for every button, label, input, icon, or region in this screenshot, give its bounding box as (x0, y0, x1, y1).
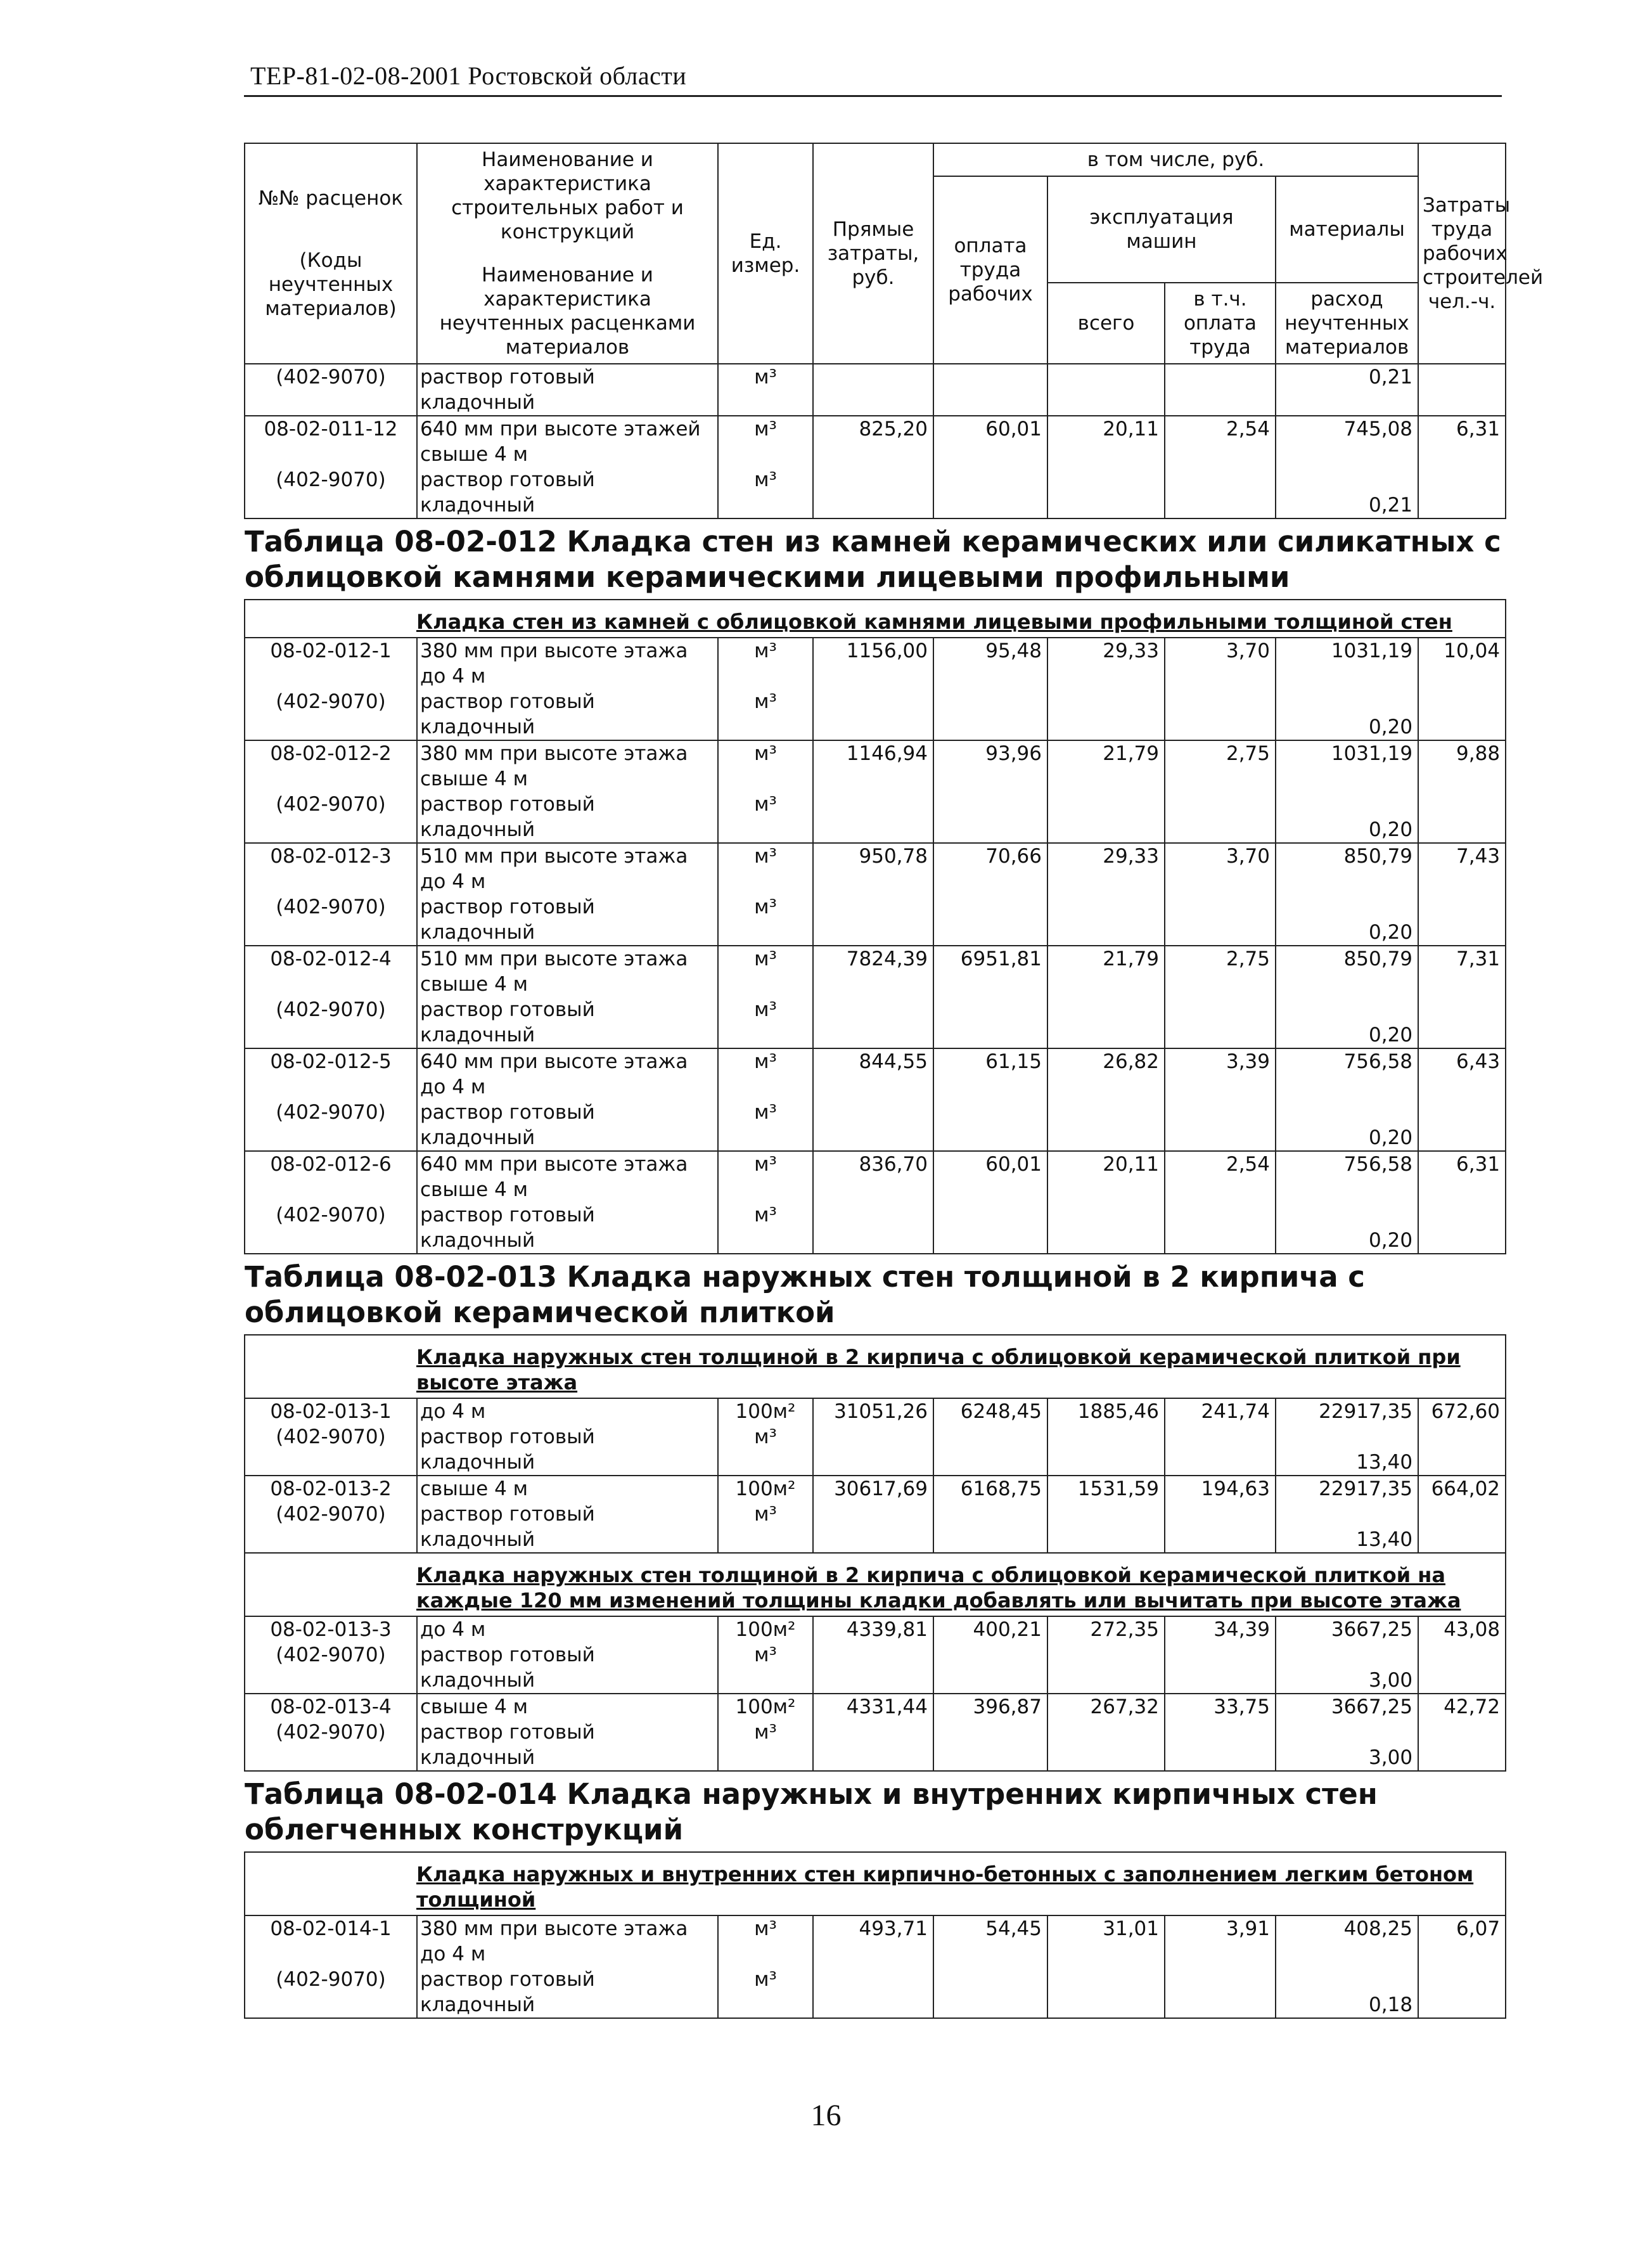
materials-cost: 3,00 (1276, 1720, 1418, 1771)
materials-cost: 0,20 (1276, 1202, 1418, 1254)
unit-cell: м³ (718, 843, 813, 894)
rate-code: (402-9070) (245, 467, 417, 518)
table-row (245, 1398, 1506, 1424)
table-title-row (245, 518, 1506, 600)
table-row (245, 1048, 1506, 1100)
machines-total: 20,11 (1047, 1151, 1165, 1202)
work-name: 640 мм при высоте этажа до 4 м (417, 1048, 718, 1100)
machines-wages: 2,54 (1165, 1151, 1276, 1202)
machines-total (1047, 894, 1165, 946)
unit-cell: м³ (718, 1967, 813, 2018)
machines-wages: 3,39 (1165, 1048, 1276, 1100)
worker-wages (933, 1642, 1047, 1694)
worker-wages (933, 894, 1047, 946)
direct-cost (813, 1642, 933, 1694)
col-header-machines-wages: в т.ч. оплата труда (1165, 283, 1276, 364)
direct-cost (813, 1967, 933, 2018)
rate-code: (402-9070) (245, 364, 417, 416)
col-header-code-bottom: (Коды неучтенных материалов) (265, 249, 397, 320)
machines-total (1047, 1100, 1165, 1151)
rate-code: (402-9070) (245, 1502, 417, 1553)
worker-wages: 61,15 (933, 1048, 1047, 1100)
labor-hours: 6,07 (1418, 1915, 1506, 1967)
material-row (245, 894, 1506, 946)
work-name: 510 мм при высоте этажа свыше 4 м (417, 946, 718, 997)
table-row (245, 1915, 1506, 1967)
material-row (245, 1202, 1506, 1254)
materials-cost: 3667,25 (1276, 1616, 1418, 1642)
labor-hours (1418, 1424, 1506, 1476)
machines-total (1047, 1642, 1165, 1694)
material-row (245, 1720, 1506, 1771)
machines-total: 29,33 (1047, 638, 1165, 689)
materials-cost: 22917,35 (1276, 1398, 1418, 1424)
header-rule (244, 95, 1502, 97)
col-header-name (417, 143, 718, 364)
materials-cost: 0,21 (1276, 467, 1418, 518)
machines-wages: 2,75 (1165, 740, 1276, 792)
section-subtitle: Кладка наружных стен толщиной в 2 кирпича с облицовкой керамической плиткой при высоте этажа (416, 1345, 1461, 1394)
unit-cell: м³ (718, 1424, 813, 1476)
work-name: раствор готовый кладочный (417, 894, 718, 946)
rates-table (244, 143, 1544, 2019)
work-name: 380 мм при высоте этажа свыше 4 м (417, 740, 718, 792)
labor-hours (1418, 1202, 1506, 1254)
labor-hours (1418, 792, 1506, 843)
col-header-direct: Прямые затраты, руб. (813, 143, 933, 364)
machines-total: 267,32 (1047, 1694, 1165, 1720)
worker-wages (933, 1202, 1047, 1254)
worker-wages (933, 467, 1047, 518)
unit-cell: 100м² (718, 1616, 813, 1642)
unit-cell: м³ (718, 689, 813, 740)
direct-cost (813, 997, 933, 1048)
unit-cell: 100м² (718, 1476, 813, 1502)
table-row (245, 843, 1506, 894)
col-header-incl: в том числе, руб. (933, 143, 1418, 176)
materials-cost: 745,08 (1276, 416, 1418, 467)
work-name: раствор готовый кладочный (417, 689, 718, 740)
work-name: свыше 4 м (417, 1476, 718, 1502)
worker-wages: 54,45 (933, 1915, 1047, 1967)
labor-hours (1418, 689, 1506, 740)
col-header-name-bottom: Наименование и характеристика неучтенных расценками материалов (439, 264, 696, 359)
table-row (245, 1476, 1506, 1502)
rate-code: (402-9070) (245, 689, 417, 740)
rate-code: 08-02-012-6 (245, 1151, 417, 1202)
labor-hours (1418, 1720, 1506, 1771)
unit-cell: м³ (718, 467, 813, 518)
table-header (245, 143, 1544, 364)
work-name: раствор готовый кладочный (417, 1202, 718, 1254)
machines-total (1047, 1424, 1165, 1476)
materials-cost: 3,00 (1276, 1642, 1418, 1694)
labor-hours: 10,04 (1418, 638, 1506, 689)
worker-wages (933, 1502, 1047, 1553)
rate-code: (402-9070) (245, 1967, 417, 2018)
materials-cost: 0,20 (1276, 894, 1418, 946)
col-header-materials: материалы (1276, 176, 1418, 283)
direct-cost: 825,20 (813, 416, 933, 467)
machines-wages (1165, 1202, 1276, 1254)
materials-cost: 850,79 (1276, 946, 1418, 997)
machines-wages: 34,39 (1165, 1616, 1276, 1642)
col-header-labor: Затраты труда рабочих строителей чел.-ч. (1418, 143, 1506, 364)
materials-cost: 22917,35 (1276, 1476, 1418, 1502)
work-name: 380 мм при высоте этажа до 4 м (417, 1915, 718, 1967)
materials-cost: 13,40 (1276, 1424, 1418, 1476)
worker-wages: 95,48 (933, 638, 1047, 689)
direct-cost (813, 894, 933, 946)
machines-wages (1165, 689, 1276, 740)
machines-wages (1165, 1720, 1276, 1771)
machines-total: 1885,46 (1047, 1398, 1165, 1424)
unit-cell: м³ (718, 1502, 813, 1553)
worker-wages (933, 689, 1047, 740)
unit-cell: м³ (718, 638, 813, 689)
machines-total: 1531,59 (1047, 1476, 1165, 1502)
section-subtitle-cell (245, 600, 1506, 638)
direct-cost (813, 1202, 933, 1254)
worker-wages (933, 1424, 1047, 1476)
work-name: свыше 4 м (417, 1694, 718, 1720)
rate-code: 08-02-014-1 (245, 1915, 417, 1967)
work-name: раствор готовый кладочный (417, 1100, 718, 1151)
rate-code: (402-9070) (245, 894, 417, 946)
section-subtitle: Кладка стен из камней с облицовкой камнями лицевыми профильными толщиной стен (416, 610, 1452, 634)
worker-wages: 60,01 (933, 416, 1047, 467)
materials-cost: 408,25 (1276, 1915, 1418, 1967)
work-name: раствор готовый кладочный (417, 1424, 718, 1476)
direct-cost (813, 1720, 933, 1771)
table-title-row (245, 1254, 1506, 1335)
machines-wages (1165, 1100, 1276, 1151)
machines-wages (1165, 467, 1276, 518)
unit-cell: м³ (718, 894, 813, 946)
direct-cost (813, 792, 933, 843)
machines-wages: 3,70 (1165, 638, 1276, 689)
section-subtitle-row (245, 1852, 1506, 1915)
machines-total: 26,82 (1047, 1048, 1165, 1100)
rate-code: 08-02-013-2 (245, 1476, 417, 1502)
material-row (245, 997, 1506, 1048)
table-title: Таблица 08-02-012 Кладка стен из камней керамических или силикатных с облицовкой камнями керамическими лицевыми профильными (245, 518, 1506, 600)
direct-cost (813, 364, 933, 416)
direct-cost (813, 689, 933, 740)
materials-cost: 850,79 (1276, 843, 1418, 894)
materials-cost: 0,20 (1276, 792, 1418, 843)
direct-cost: 1156,00 (813, 638, 933, 689)
labor-hours: 7,31 (1418, 946, 1506, 997)
work-name: раствор готовый кладочный (417, 1502, 718, 1553)
rate-code: (402-9070) (245, 792, 417, 843)
labor-hours (1418, 1100, 1506, 1151)
material-row (245, 792, 1506, 843)
table-row (245, 638, 1506, 689)
unit-cell: м³ (718, 1720, 813, 1771)
col-header-materials-sub: расход неучтенных материалов (1276, 283, 1418, 364)
machines-wages: 3,70 (1165, 843, 1276, 894)
direct-cost (813, 467, 933, 518)
materials-cost: 0,18 (1276, 1967, 1418, 2018)
rate-code: (402-9070) (245, 1202, 417, 1254)
rate-code: 08-02-013-1 (245, 1398, 417, 1424)
direct-cost: 4339,81 (813, 1616, 933, 1642)
direct-cost (813, 1502, 933, 1553)
machines-wages (1165, 364, 1276, 416)
col-header-wages: оплата труда рабочих (933, 176, 1047, 364)
rates-sheet (244, 143, 1544, 2019)
worker-wages: 400,21 (933, 1616, 1047, 1642)
section-subtitle: Кладка наружных и внутренних стен кирпично-бетонных с заполнением легким бетоном толщиной (416, 1862, 1474, 1912)
labor-hours: 7,43 (1418, 843, 1506, 894)
material-row (245, 1642, 1506, 1694)
table-title: Таблица 08-02-014 Кладка наружных и внутренних кирпичных стен облегченных конструкций (245, 1771, 1506, 1852)
work-name: до 4 м (417, 1398, 718, 1424)
labor-hours: 6,43 (1418, 1048, 1506, 1100)
machines-total: 21,79 (1047, 740, 1165, 792)
machines-total (1047, 1202, 1165, 1254)
rate-code: (402-9070) (245, 1100, 417, 1151)
rate-code: 08-02-013-4 (245, 1694, 417, 1720)
unit-cell: м³ (718, 1915, 813, 1967)
worker-wages: 6951,81 (933, 946, 1047, 997)
materials-cost: 756,58 (1276, 1048, 1418, 1100)
worker-wages (933, 364, 1047, 416)
machines-wages (1165, 1642, 1276, 1694)
machines-total: 29,33 (1047, 843, 1165, 894)
machines-wages: 194,63 (1165, 1476, 1276, 1502)
page-number: 16 (810, 2099, 842, 2132)
table-row (245, 946, 1506, 997)
col-header-machines: эксплуатация машин (1047, 176, 1276, 283)
section-subtitle-row (245, 1553, 1506, 1616)
labor-hours (1418, 467, 1506, 518)
col-header-machines-total: всего (1047, 283, 1165, 364)
materials-cost: 1031,19 (1276, 740, 1418, 792)
work-name: 510 мм при высоте этажа до 4 м (417, 843, 718, 894)
table-row (245, 1694, 1506, 1720)
direct-cost: 1146,94 (813, 740, 933, 792)
materials-cost: 1031,19 (1276, 638, 1418, 689)
table-row (245, 416, 1506, 467)
col-header-name-top: Наименование и характеристика строительных работ и конструкций (451, 148, 684, 243)
machines-total: 272,35 (1047, 1616, 1165, 1642)
rate-code: 08-02-011-12 (245, 416, 417, 467)
machines-total (1047, 997, 1165, 1048)
table-title-row (245, 1771, 1506, 1852)
material-row (245, 1502, 1506, 1553)
table-title: Таблица 08-02-013 Кладка наружных стен толщиной в 2 кирпича с облицовкой керамической плиткой (245, 1254, 1506, 1335)
direct-cost: 844,55 (813, 1048, 933, 1100)
table-row (245, 1151, 1506, 1202)
direct-cost: 7824,39 (813, 946, 933, 997)
labor-hours (1418, 894, 1506, 946)
work-name: раствор готовый кладочный (417, 1967, 718, 2018)
materials-cost: 0,20 (1276, 689, 1418, 740)
rate-code: (402-9070) (245, 1424, 417, 1476)
worker-wages: 6168,75 (933, 1476, 1047, 1502)
unit-cell: м³ (718, 416, 813, 467)
section-subtitle-cell (245, 1553, 1506, 1616)
table-row (245, 740, 1506, 792)
machines-total (1047, 1502, 1165, 1553)
materials-cost: 0,20 (1276, 1100, 1418, 1151)
table-row (245, 364, 1506, 416)
labor-hours: 672,60 (1418, 1398, 1506, 1424)
rate-code: 08-02-012-4 (245, 946, 417, 997)
machines-total (1047, 1720, 1165, 1771)
work-name: раствор готовый кладочный (417, 364, 718, 416)
labor-hours: 42,72 (1418, 1694, 1506, 1720)
work-name: 380 мм при высоте этажа до 4 м (417, 638, 718, 689)
work-name: 640 мм при высоте этажа свыше 4 м (417, 1151, 718, 1202)
rate-code: (402-9070) (245, 997, 417, 1048)
direct-cost (813, 1100, 933, 1151)
machines-wages: 3,91 (1165, 1915, 1276, 1967)
unit-cell: м³ (718, 1048, 813, 1100)
section-subtitle-cell (245, 1335, 1506, 1398)
running-head: ТЕР-81-02-08-2001 Ростовской области (250, 61, 687, 90)
worker-wages (933, 997, 1047, 1048)
section-subtitle: Кладка наружных стен толщиной в 2 кирпича с облицовкой керамической плиткой на каждые 120 мм изменений толщины кладки добавлять или вычитать при высоте этажа (416, 1563, 1461, 1612)
worker-wages: 70,66 (933, 843, 1047, 894)
labor-hours: 664,02 (1418, 1476, 1506, 1502)
unit-cell: м³ (718, 740, 813, 792)
worker-wages (933, 792, 1047, 843)
rate-code: 08-02-012-1 (245, 638, 417, 689)
worker-wages: 60,01 (933, 1151, 1047, 1202)
machines-wages (1165, 792, 1276, 843)
col-header-code (245, 143, 417, 364)
rate-code: 08-02-012-2 (245, 740, 417, 792)
materials-cost: 3667,25 (1276, 1694, 1418, 1720)
work-name: раствор готовый кладочный (417, 792, 718, 843)
unit-cell: м³ (718, 1202, 813, 1254)
worker-wages (933, 1720, 1047, 1771)
machines-wages (1165, 1424, 1276, 1476)
material-row (245, 1967, 1506, 2018)
work-name: раствор готовый кладочный (417, 1720, 718, 1771)
unit-cell: м³ (718, 946, 813, 997)
rate-code: (402-9070) (245, 1720, 417, 1771)
worker-wages (933, 1100, 1047, 1151)
direct-cost: 30617,69 (813, 1476, 933, 1502)
unit-cell: м³ (718, 1642, 813, 1694)
labor-hours: 9,88 (1418, 740, 1506, 792)
labor-hours (1418, 997, 1506, 1048)
col-header-unit: Ед. измер. (718, 143, 813, 364)
labor-hours: 6,31 (1418, 416, 1506, 467)
worker-wages (933, 1967, 1047, 2018)
machines-total (1047, 467, 1165, 518)
labor-hours: 6,31 (1418, 1151, 1506, 1202)
direct-cost: 493,71 (813, 1915, 933, 1967)
table-row (245, 1616, 1506, 1642)
machines-wages: 2,54 (1165, 416, 1276, 467)
unit-cell: м³ (718, 997, 813, 1048)
labor-hours (1418, 1967, 1506, 2018)
rate-code: 08-02-013-3 (245, 1616, 417, 1642)
work-name: раствор готовый кладочный (417, 1642, 718, 1694)
material-row (245, 1100, 1506, 1151)
direct-cost: 836,70 (813, 1151, 933, 1202)
direct-cost: 950,78 (813, 843, 933, 894)
work-name: до 4 м (417, 1616, 718, 1642)
machines-wages: 2,75 (1165, 946, 1276, 997)
machines-total (1047, 364, 1165, 416)
labor-hours: 43,08 (1418, 1616, 1506, 1642)
material-row (245, 467, 1506, 518)
unit-cell: м³ (718, 1100, 813, 1151)
unit-cell: 100м² (718, 1694, 813, 1720)
rate-code: 08-02-012-5 (245, 1048, 417, 1100)
labor-hours (1418, 1642, 1506, 1694)
machines-total (1047, 689, 1165, 740)
direct-cost (813, 1424, 933, 1476)
machines-wages (1165, 997, 1276, 1048)
machines-wages (1165, 894, 1276, 946)
machines-total (1047, 1967, 1165, 2018)
rate-code: 08-02-012-3 (245, 843, 417, 894)
work-name: 640 мм при высоте этажей свыше 4 м (417, 416, 718, 467)
section-subtitle-row (245, 1335, 1506, 1398)
work-name: раствор готовый кладочный (417, 467, 718, 518)
materials-cost: 756,58 (1276, 1151, 1418, 1202)
materials-cost: 0,21 (1276, 364, 1418, 416)
unit-cell: м³ (718, 792, 813, 843)
machines-wages (1165, 1967, 1276, 2018)
labor-hours (1418, 1502, 1506, 1553)
machines-total (1047, 792, 1165, 843)
labor-hours (1418, 364, 1506, 416)
material-row (245, 1424, 1506, 1476)
unit-cell: м³ (718, 364, 813, 416)
col-header-code-top: №№ расценок (258, 187, 404, 210)
machines-wages: 33,75 (1165, 1694, 1276, 1720)
unit-cell: 100м² (718, 1398, 813, 1424)
table-body (245, 364, 1506, 2018)
direct-cost: 31051,26 (813, 1398, 933, 1424)
machines-total: 20,11 (1047, 416, 1165, 467)
materials-cost: 13,40 (1276, 1502, 1418, 1553)
worker-wages: 93,96 (933, 740, 1047, 792)
unit-cell: м³ (718, 1151, 813, 1202)
machines-total: 21,79 (1047, 946, 1165, 997)
material-row (245, 689, 1506, 740)
worker-wages: 6248,45 (933, 1398, 1047, 1424)
machines-wages: 241,74 (1165, 1398, 1276, 1424)
section-subtitle-row (245, 600, 1506, 638)
worker-wages: 396,87 (933, 1694, 1047, 1720)
work-name: раствор готовый кладочный (417, 997, 718, 1048)
materials-cost: 0,20 (1276, 997, 1418, 1048)
machines-wages (1165, 1502, 1276, 1553)
machines-total: 31,01 (1047, 1915, 1165, 1967)
section-subtitle-cell (245, 1852, 1506, 1915)
direct-cost: 4331,44 (813, 1694, 933, 1720)
rate-code: (402-9070) (245, 1642, 417, 1694)
